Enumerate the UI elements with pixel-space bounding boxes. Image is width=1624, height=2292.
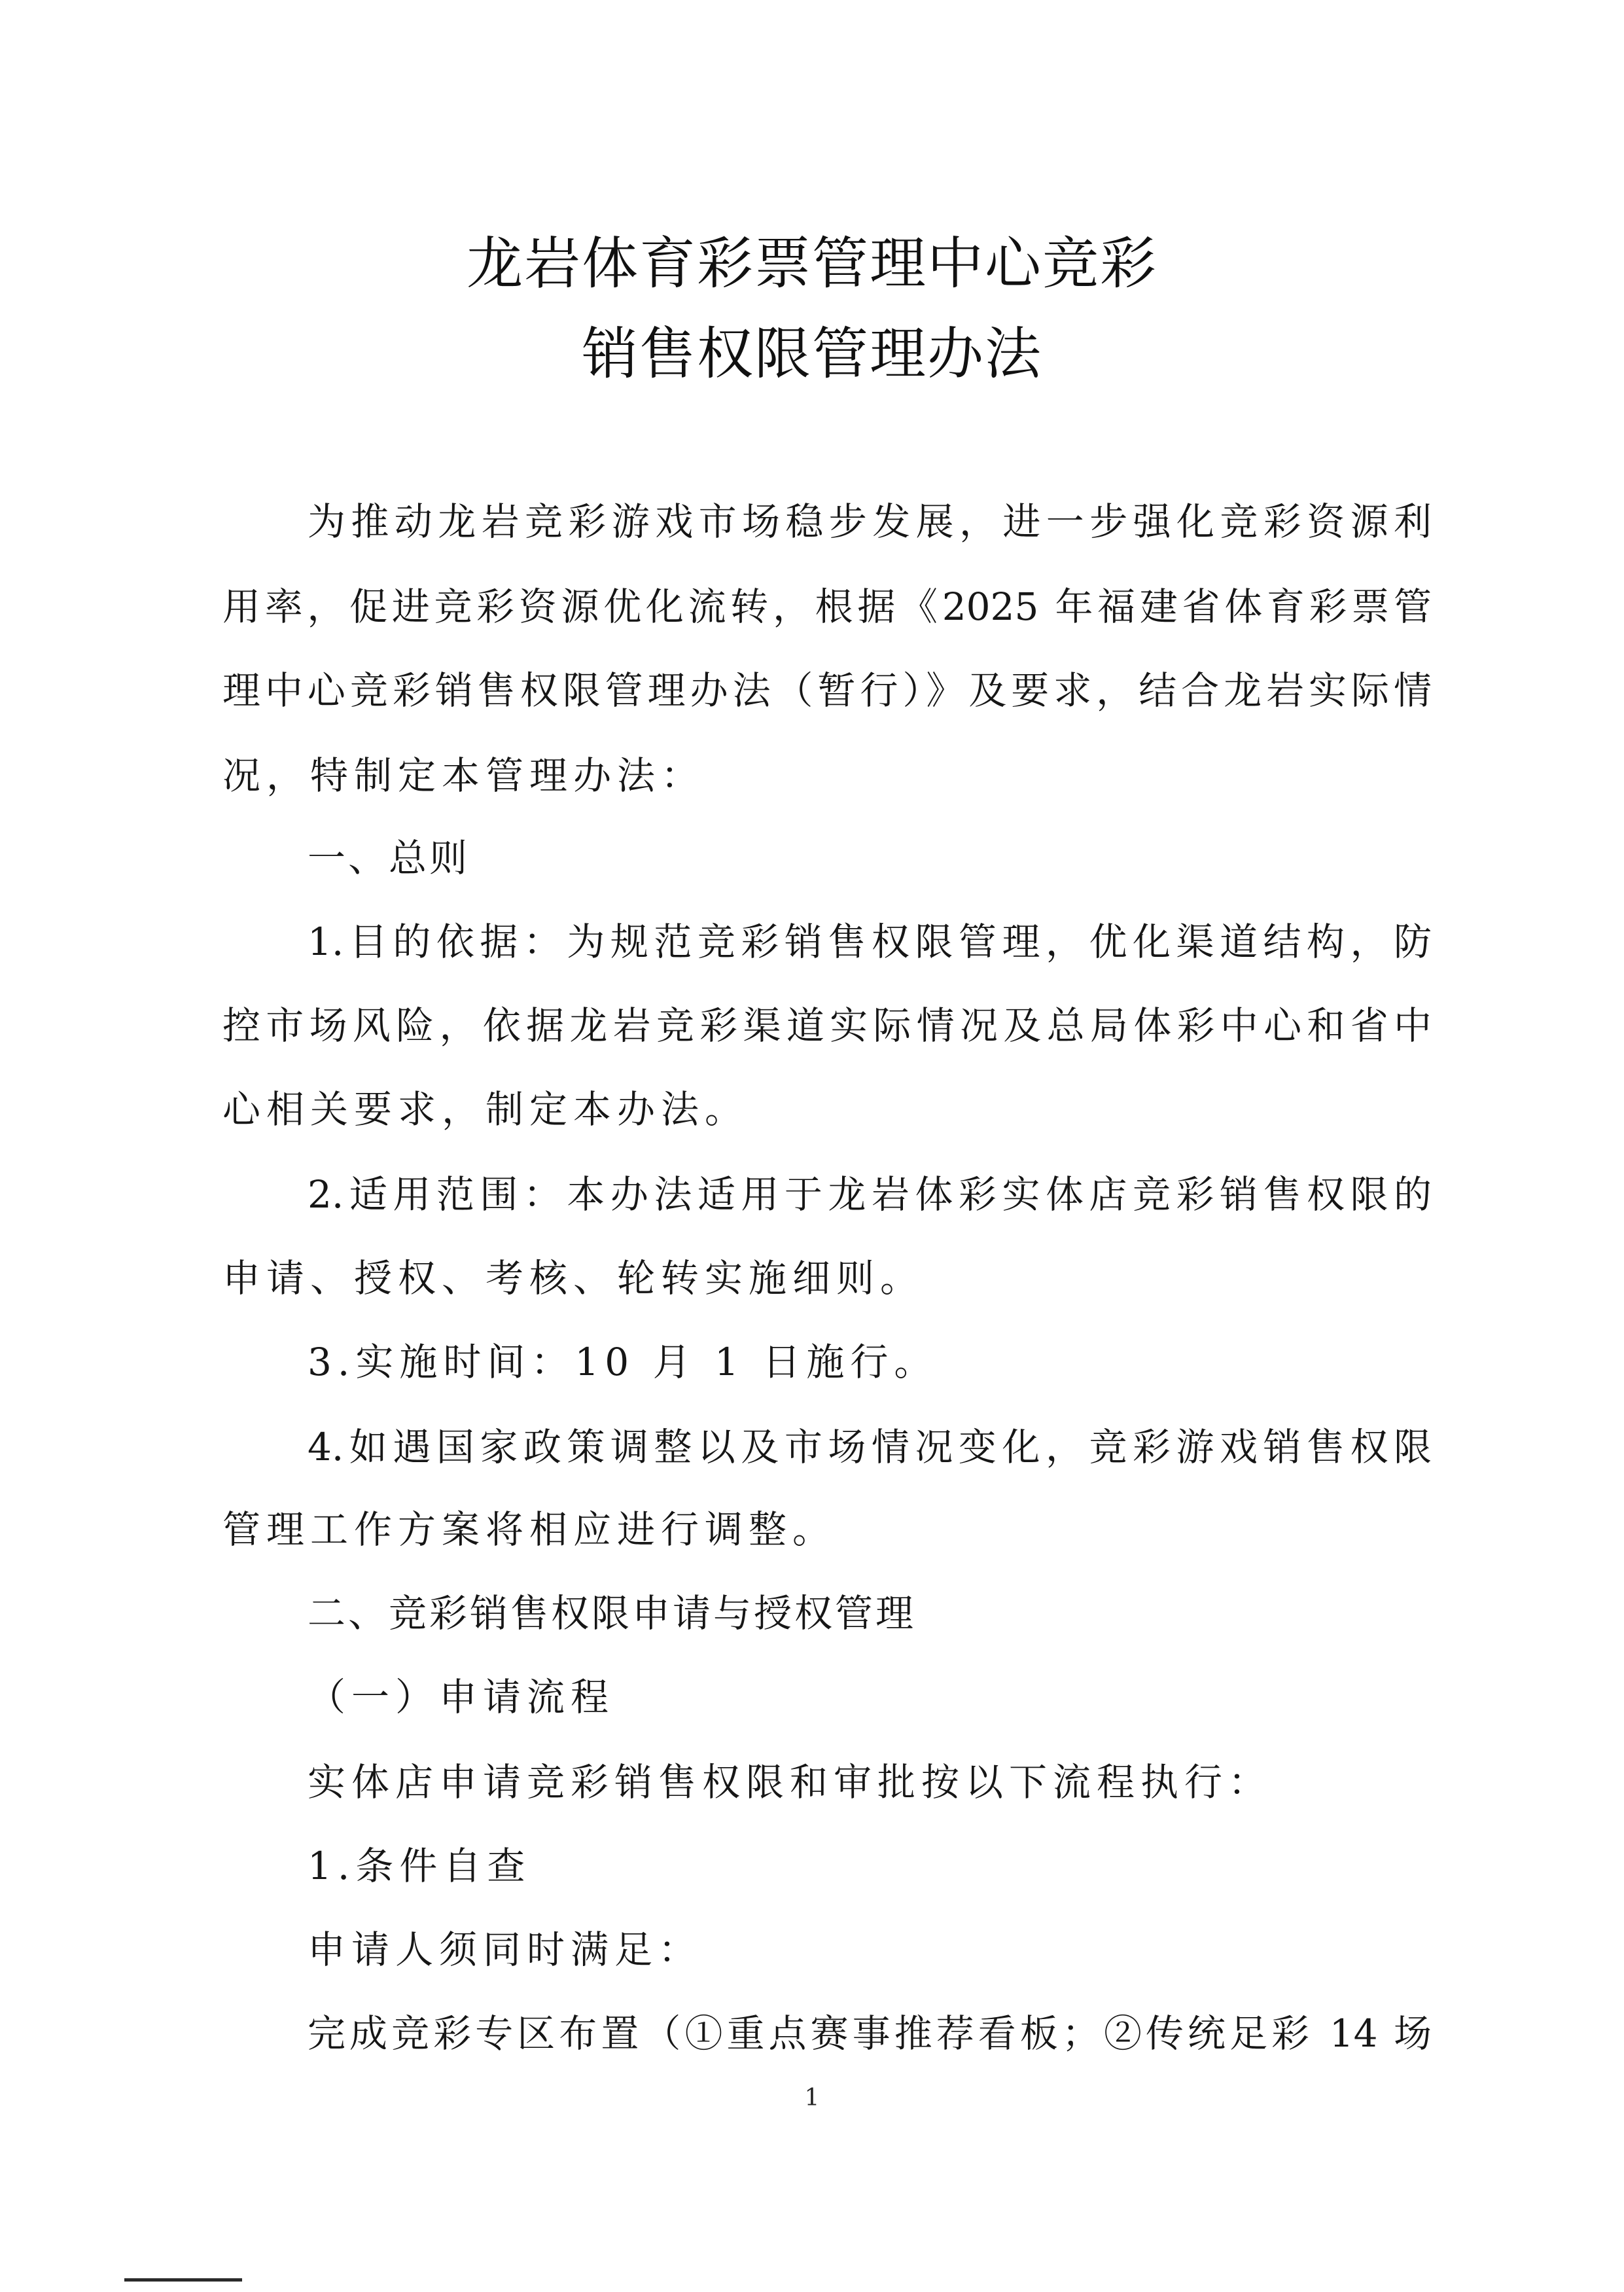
paragraph-line: 实体店申请竞彩销售权限和审批按以下流程执行： [308, 1760, 1273, 1804]
paragraph-line: 用率，促进竞彩资源优化流转，根据《2025 年福建省体育彩票管 [222, 584, 1432, 629]
section-heading-general: 一、总则 [308, 836, 470, 880]
paragraph-line: 1.条件自查 [308, 1844, 531, 1888]
document-title-line-1: 龙岩体育彩票管理中心竞彩 [467, 231, 1157, 296]
subsection-heading-application: （一）申请流程 [308, 1675, 615, 1719]
bottom-edge-mark [124, 2278, 242, 2282]
paragraph-line: 为推动龙岩竞彩游戏市场稳步发展，进一步强化竞彩资源利 [308, 499, 1432, 544]
paragraph-line: 心相关要求，制定本办法。 [222, 1087, 749, 1132]
section-heading-authorization: 二、竞彩销售权限申请与授权管理 [308, 1591, 917, 1636]
document-title-line-2: 销售权限管理办法 [582, 321, 1042, 387]
paragraph-line: 4.如遇国家政策调整以及市场情况变化，竞彩游戏销售权限 [308, 1425, 1432, 1469]
page-number: 1 [804, 2085, 820, 2111]
paragraph-line: 况，特制定本管理办法： [222, 753, 705, 798]
paragraph-line: 3.实施时间：10 月 1 日施行。 [308, 1340, 938, 1384]
paragraph-line: 申请人须同时满足： [308, 1927, 703, 1972]
paragraph-line: 1.目的依据：为规范竞彩销售权限管理，优化渠道结构，防 [308, 920, 1432, 964]
paragraph-line: 管理工作方案将相应进行调整。 [222, 1507, 837, 1552]
paragraph-line: 控市场风险，依据龙岩竞彩渠道实际情况及总局体彩中心和省中 [222, 1003, 1432, 1048]
paragraph-line: 理中心竞彩销售权限管理办法（暂行）》及要求，结合龙岩实际情 [222, 668, 1432, 713]
paragraph-line: 完成竞彩专区布置（①重点赛事推荐看板；②传统足彩 14 场 [308, 2011, 1432, 2056]
paragraph-line: 申请、授权、考核、轮转实施细则。 [222, 1256, 925, 1300]
paragraph-line: 2.适用范围：本办法适用于龙岩体彩实体店竞彩销售权限的 [308, 1172, 1432, 1217]
